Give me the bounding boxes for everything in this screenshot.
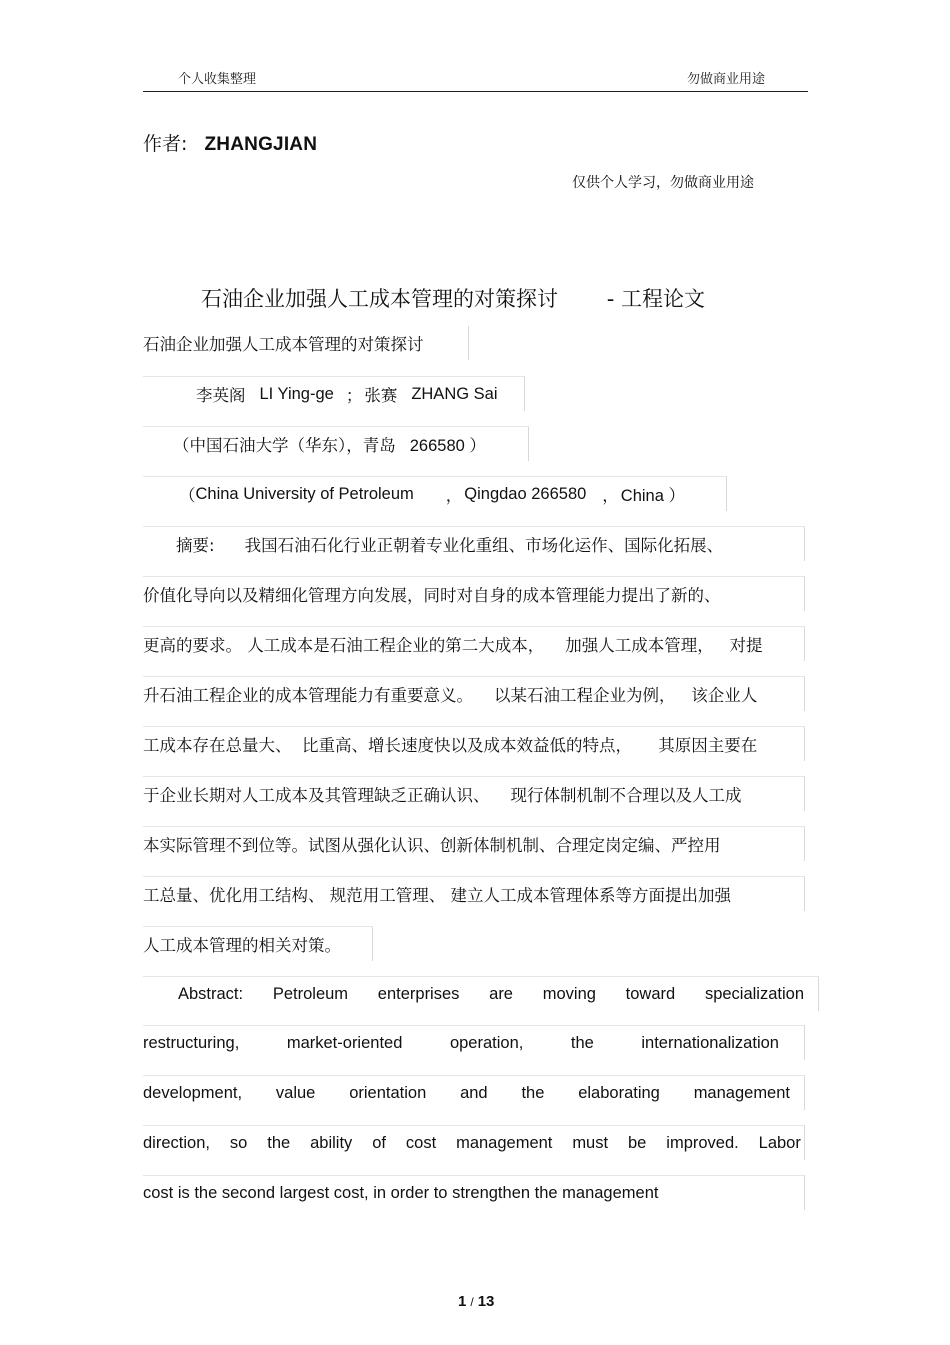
abstract-en-word: of (372, 1133, 386, 1152)
page-title (201, 283, 705, 313)
abstract-en-word: moving (542, 984, 596, 1003)
abstract-cn-text: 我国石油石化行业正朝着专业化重组、市场化运作、国际化拓展、 (244, 536, 724, 555)
abstract-cn-text: 人工成本管理的相关对策。 (143, 936, 341, 955)
abstract-cn-line-2 (143, 576, 805, 611)
author-block (143, 129, 317, 156)
affiliation-en-open: （ (179, 486, 196, 505)
abstract-en-word: Labor (758, 1133, 801, 1152)
abstract-cn-line-3 (143, 626, 805, 661)
affiliation-cn-zip: 266580 ） (409, 437, 486, 455)
abstract-cn-text: 于企业长期对人工成本及其管理缺乏正确认识、 现行体制机制不合理以及人工成 (143, 786, 742, 805)
abstract-cn-line-6 (143, 776, 805, 811)
abstract-cn-line-5 (143, 726, 805, 761)
abstract-en-word: specialization (704, 984, 804, 1003)
abstract-cn-line-1 (143, 526, 805, 561)
abstract-cn-line-8 (143, 876, 805, 911)
abstract-en-word: internationalization (641, 1033, 779, 1052)
affiliation-en-comma1: ， (445, 486, 463, 505)
author-label: 作者: (143, 133, 188, 155)
abstract-en-word: ability (310, 1133, 353, 1152)
abstract-en-line-3 (143, 1075, 805, 1110)
usage-notice: 仅供个人学习，勿做商业用途 (572, 175, 754, 191)
affiliation-en-comma2: ， (602, 486, 619, 505)
abstract-en-word: be (628, 1133, 647, 1152)
abstract-en-word: the (267, 1133, 291, 1152)
affiliation-cn-row (143, 426, 529, 461)
abstract-cn-text: 工总量、优化用工结构、 规范用工管理、 建立人工成本管理体系等方面提出加强 (143, 886, 731, 905)
author1-en: LI Ying-ge (259, 384, 334, 403)
abstract-en-word: market-oriented (286, 1033, 403, 1052)
abstract-en-word: operation, (449, 1033, 524, 1052)
author-separator: ； (345, 386, 363, 405)
abstract-cn-text: 工成本存在总量大、 比重高、增长速度快以及成本效益低的特点， 其原因主要在 (143, 736, 758, 755)
affiliation-en-country: China ） (620, 487, 685, 505)
abstract-en-line-4 (143, 1125, 805, 1160)
abstract-en-word: direction, (143, 1133, 210, 1152)
abstract-en-word: enterprises (377, 984, 460, 1003)
abstract-en-word: must (572, 1133, 609, 1152)
header-left-text: 个人收集整理 (178, 72, 257, 87)
abstract-en-word: value (275, 1083, 316, 1102)
abstract-cn-line-9 (143, 926, 373, 961)
abstract-en-word: cost (405, 1133, 437, 1152)
subtitle: 石油企业加强人工成本管理的对策探讨 (143, 335, 424, 354)
affiliation-en-university: China University of Petroleum (195, 484, 414, 503)
authors-row (143, 376, 525, 411)
abstract-en-word: are (489, 984, 513, 1003)
abstract-en-word: Petroleum (272, 984, 349, 1003)
author2-cn: 张赛 (364, 386, 398, 405)
abstract-en-word: management (456, 1133, 553, 1152)
abstract-en-word: restructuring, (143, 1033, 240, 1052)
abstract-en-word: development, (143, 1083, 243, 1102)
page-total: 13 (477, 1293, 495, 1310)
abstract-cn-text: 价值化导向以及精细化管理方向发展，同时对自身的成本管理能力提出了新的、 (143, 586, 721, 605)
abstract-en-word: management (693, 1083, 790, 1102)
abstract-en-word: orientation (349, 1083, 427, 1102)
author2-en: ZHANG Sai (411, 384, 498, 403)
header-divider (143, 91, 808, 92)
title-main: 石油企业加强人工成本管理的对策探讨 (201, 287, 558, 311)
author-name: ZHANGJIAN (204, 134, 318, 155)
abstract-en-word: the (570, 1033, 594, 1052)
abstract-en-text: cost is the second largest cost, in order to strengthen the management (143, 1183, 659, 1202)
abstract-cn-text: 本实际管理不到位等。试图从强化认识、创新体制机制、合理定岗定编、严控用 (143, 836, 721, 855)
header-right-text: 勿做商业用途 (687, 72, 766, 87)
abstract-cn-text: 更高的要求。 人工成本是石油工程企业的第二大成本， 加强人工成本管理， 对提 (143, 636, 763, 655)
page-separator: / (470, 1295, 474, 1309)
page-indicator (458, 1293, 494, 1310)
abstract-cn-line-4 (143, 676, 805, 711)
abstract-cn-label: 摘要: (176, 536, 215, 555)
abstract-en-word: elaborating (578, 1083, 660, 1102)
title-suffix: - 工程论文 (606, 287, 705, 311)
abstract-cn-line-7 (143, 826, 805, 861)
affiliation-cn-text: （中国石油大学（华东），青岛 (173, 436, 396, 455)
abstract-en-word: Abstract: (178, 984, 244, 1003)
subtitle-row (143, 326, 469, 360)
author1-cn: 李英阁 (196, 386, 246, 405)
page-current: 1 (458, 1293, 467, 1310)
abstract-en-word: the (521, 1083, 545, 1102)
abstract-en-word: toward (625, 984, 676, 1003)
affiliation-en-city: Qingdao 266580 (464, 484, 587, 503)
abstract-en-line-5 (143, 1175, 805, 1210)
abstract-cn-text: 升石油工程企业的成本管理能力有重要意义。 以某石油工程企业为例， 该企业人 (143, 686, 758, 705)
abstract-en-word: so (229, 1133, 248, 1152)
abstract-en-word: and (460, 1083, 488, 1102)
affiliation-en-row (143, 476, 727, 511)
abstract-en-line-1 (143, 976, 819, 1011)
abstract-en-line-2 (143, 1025, 805, 1060)
abstract-en-word: improved. (666, 1133, 739, 1152)
